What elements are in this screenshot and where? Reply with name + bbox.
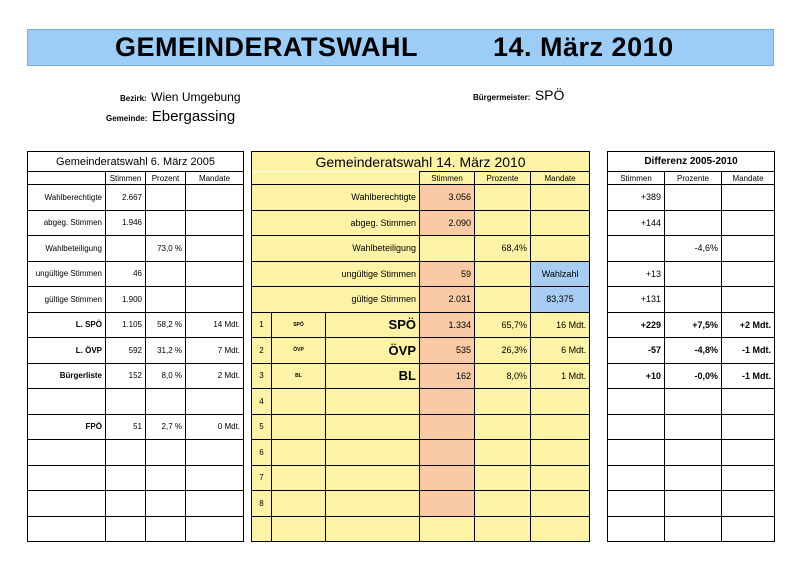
cell-stimmen (608, 465, 665, 491)
table-row (608, 465, 775, 491)
cell-prozent: 73,0 % (146, 236, 186, 262)
cell-prozent: 8,0% (475, 363, 531, 389)
cell-prozent (146, 440, 186, 466)
row-label (28, 491, 106, 517)
row-label (28, 465, 106, 491)
row-label: L. SPÖ (28, 312, 106, 338)
party-name: BL (326, 363, 420, 389)
cell-prozent: -4,6% (665, 236, 722, 262)
table-2005-title: Gemeinderatswahl 6. März 2005 (28, 152, 244, 172)
table-row (608, 261, 775, 287)
table-row (608, 389, 775, 415)
row-number: 6 (252, 440, 272, 466)
cell-stimmen (420, 440, 475, 466)
cell-stimmen (420, 389, 475, 415)
table-row (252, 491, 590, 517)
cell-stimmen: 2.090 (420, 210, 475, 236)
cell-stimmen: 3.056 (420, 185, 475, 211)
cell-stimmen: 1.334 (420, 312, 475, 338)
cell-prozent (475, 491, 531, 517)
cell-mandate (722, 287, 775, 313)
cell-stimmen: 59 (420, 261, 475, 287)
col-mandate: Mandate (186, 172, 244, 185)
table-row (608, 312, 775, 338)
table-row (28, 185, 244, 211)
row-label: Wahlberechtigte (252, 185, 420, 211)
cell-stimmen: 1.900 (106, 287, 146, 313)
cell-stimmen: +229 (608, 312, 665, 338)
table-row (252, 363, 590, 389)
cell-stimmen: 1.946 (106, 210, 146, 236)
cell-mandate (186, 185, 244, 211)
cell-prozent (146, 261, 186, 287)
party-abbr (272, 491, 326, 517)
cell-mandate (186, 287, 244, 313)
cell-stimmen (106, 491, 146, 517)
table-row (28, 465, 244, 491)
title-banner (27, 29, 774, 66)
cell-prozent: 2,7 % (146, 414, 186, 440)
table-row (608, 414, 775, 440)
col-prozente: Prozente (475, 172, 531, 185)
cell-prozent (146, 465, 186, 491)
cell-mandate: 0 Mdt. (186, 414, 244, 440)
cell-prozent (475, 261, 531, 287)
party-name (326, 465, 420, 491)
cell-stimmen (608, 440, 665, 466)
row-label (28, 440, 106, 466)
table-row (28, 312, 244, 338)
cell-mandate (722, 261, 775, 287)
cell-prozent: -4,8% (665, 338, 722, 364)
cell-mandate (186, 491, 244, 517)
cell-prozent: 8,0 % (146, 363, 186, 389)
cell-prozent (475, 185, 531, 211)
cell-stimmen: +389 (608, 185, 665, 211)
cell-mandate (186, 440, 244, 466)
row-number: 3 (252, 363, 272, 389)
table-row (608, 338, 775, 364)
cell-stimmen (106, 516, 146, 542)
cell-mandate: 1 Mdt. (531, 363, 590, 389)
cell-mandate (531, 440, 590, 466)
table-2010-title: Gemeinderatswahl 14. März 2010 (252, 152, 590, 172)
party-name: SPÖ (326, 312, 420, 338)
party-abbr (272, 516, 326, 542)
cell-stimmen: -57 (608, 338, 665, 364)
cell-prozent (146, 287, 186, 313)
cell-prozent (475, 389, 531, 415)
cell-prozent: 65,7% (475, 312, 531, 338)
cell-mandate (722, 414, 775, 440)
cell-mandate: 2 Mdt. (186, 363, 244, 389)
cell-prozent (475, 516, 531, 542)
cell-prozent (665, 185, 722, 211)
table-row (252, 414, 590, 440)
col-mandate: Mandate (722, 172, 775, 185)
table-row (28, 261, 244, 287)
cell-prozent (146, 491, 186, 517)
cell-stimmen: 152 (106, 363, 146, 389)
cell-prozent: 31,2 % (146, 338, 186, 364)
table-row (252, 338, 590, 364)
cell-prozent (475, 414, 531, 440)
table-row (28, 516, 244, 542)
election-date: 14. März 2010 (493, 32, 674, 62)
party-abbr (272, 389, 326, 415)
row-label: abgeg. Stimmen (28, 210, 106, 236)
cell-prozent (146, 185, 186, 211)
bezirk-value: Wien Umgebung (151, 90, 241, 104)
table-row (28, 363, 244, 389)
table-row (252, 210, 590, 236)
cell-prozent (146, 389, 186, 415)
party-name (326, 389, 420, 415)
buergermeister-label: Bürgermeister: (473, 93, 531, 102)
cell-prozent (665, 465, 722, 491)
party-abbr (272, 440, 326, 466)
cell-prozent (665, 440, 722, 466)
cell-stimmen (420, 414, 475, 440)
table-row (252, 261, 590, 287)
table-2010 (251, 151, 590, 542)
party-abbr (272, 465, 326, 491)
cell-stimmen: +13 (608, 261, 665, 287)
party-abbr (272, 414, 326, 440)
row-label: Bürgerliste (28, 363, 106, 389)
table-row (608, 236, 775, 262)
cell-mandate (186, 210, 244, 236)
buergermeister-value: SPÖ (534, 87, 565, 103)
row-label: Wahlberechtigte (28, 185, 106, 211)
cell-prozent (475, 210, 531, 236)
row-number: 8 (252, 491, 272, 517)
table-row (28, 389, 244, 415)
table-difference (607, 151, 775, 542)
col-mandate: Mandate (531, 172, 590, 185)
table-row (252, 312, 590, 338)
cell-mandate (722, 185, 775, 211)
cell-mandate (531, 491, 590, 517)
table-row (252, 287, 590, 313)
cell-mandate (722, 236, 775, 262)
table-row (608, 363, 775, 389)
bezirk-label: Bezirk: (120, 94, 147, 103)
cell-prozent (665, 516, 722, 542)
row-label: Wahlbeteiligung (28, 236, 106, 262)
table-row (608, 491, 775, 517)
party-abbr: SPÖ (272, 312, 326, 338)
cell-mandate (531, 185, 590, 211)
row-label: ungültige Stimmen (252, 261, 420, 287)
cell-stimmen (608, 414, 665, 440)
row-number: 1 (252, 312, 272, 338)
cell-mandate (186, 389, 244, 415)
cell-stimmen: +144 (608, 210, 665, 236)
cell-prozent: +7,5% (665, 312, 722, 338)
table-row (28, 491, 244, 517)
cell-prozent: 58,2 % (146, 312, 186, 338)
cell-prozent (665, 414, 722, 440)
cell-prozent (475, 440, 531, 466)
cell-mandate: 6 Mdt. (531, 338, 590, 364)
cell-mandate: 83,375 (531, 287, 590, 313)
row-number: 7 (252, 465, 272, 491)
buergermeister-line (473, 87, 564, 105)
gemeinde-value: Ebergassing (151, 108, 236, 125)
table-row (252, 440, 590, 466)
table-row (28, 210, 244, 236)
cell-prozent: 26,3% (475, 338, 531, 364)
party-name (326, 414, 420, 440)
cell-stimmen: 2.667 (106, 185, 146, 211)
gemeinde-line (106, 108, 235, 126)
cell-stimmen (106, 465, 146, 491)
party-abbr: ÖVP (272, 338, 326, 364)
table-difference-title: Differenz 2005-2010 (608, 152, 775, 172)
table-row (28, 338, 244, 364)
row-label: FPÖ (28, 414, 106, 440)
cell-mandate (531, 465, 590, 491)
cell-stimmen: +10 (608, 363, 665, 389)
party-name (326, 516, 420, 542)
cell-mandate: +2 Mdt. (722, 312, 775, 338)
cell-mandate: -1 Mdt. (722, 363, 775, 389)
cell-stimmen (106, 440, 146, 466)
party-abbr: BL (272, 363, 326, 389)
cell-stimmen (420, 491, 475, 517)
cell-mandate (531, 389, 590, 415)
table-row (252, 236, 590, 262)
table-row (252, 389, 590, 415)
cell-mandate (186, 516, 244, 542)
row-label: gültige Stimmen (252, 287, 420, 313)
cell-mandate (186, 261, 244, 287)
cell-stimmen: +131 (608, 287, 665, 313)
cell-prozent (665, 261, 722, 287)
gemeinde-label: Gemeinde: (106, 114, 148, 123)
row-label: ungültige Stimmen (28, 261, 106, 287)
cell-mandate (531, 236, 590, 262)
cell-mandate: Wahlzahl (531, 261, 590, 287)
table-row (252, 185, 590, 211)
cell-mandate (186, 465, 244, 491)
cell-stimmen: 162 (420, 363, 475, 389)
table-row (28, 236, 244, 262)
cell-prozent (475, 287, 531, 313)
cell-mandate (722, 389, 775, 415)
cell-mandate (722, 440, 775, 466)
row-label: L. ÖVP (28, 338, 106, 364)
cell-stimmen: 2.031 (420, 287, 475, 313)
cell-stimmen: 1.105 (106, 312, 146, 338)
cell-mandate: 14 Mdt. (186, 312, 244, 338)
cell-stimmen (608, 491, 665, 517)
party-name: ÖVP (326, 338, 420, 364)
cell-stimmen (106, 236, 146, 262)
col-stimmen: Stimmen (420, 172, 475, 185)
table-row (608, 210, 775, 236)
cell-mandate (531, 516, 590, 542)
table-row (28, 440, 244, 466)
cell-mandate (186, 236, 244, 262)
cell-mandate (531, 414, 590, 440)
table-row (608, 287, 775, 313)
cell-stimmen (608, 516, 665, 542)
cell-stimmen: 46 (106, 261, 146, 287)
row-label: abgeg. Stimmen (252, 210, 420, 236)
cell-prozent (665, 287, 722, 313)
cell-prozent (665, 210, 722, 236)
row-number: 4 (252, 389, 272, 415)
row-number: 5 (252, 414, 272, 440)
cell-mandate (531, 210, 590, 236)
cell-stimmen (608, 236, 665, 262)
col-stimmen: Stimmen (608, 172, 665, 185)
col-prozente: Prozente (665, 172, 722, 185)
cell-prozent (475, 465, 531, 491)
cell-mandate (722, 210, 775, 236)
cell-stimmen (420, 465, 475, 491)
cell-mandate (722, 516, 775, 542)
cell-prozent (146, 516, 186, 542)
col-prozent: Prozent (146, 172, 186, 185)
table-row (252, 516, 590, 542)
cell-prozent (665, 491, 722, 517)
cell-stimmen: 535 (420, 338, 475, 364)
row-number: 2 (252, 338, 272, 364)
table-2005 (27, 151, 244, 542)
row-label: Wahlbeteiligung (252, 236, 420, 262)
cell-stimmen: 51 (106, 414, 146, 440)
party-name (326, 491, 420, 517)
cell-stimmen (420, 236, 475, 262)
table-row (608, 440, 775, 466)
cell-mandate (722, 491, 775, 517)
cell-stimmen (608, 389, 665, 415)
row-number (252, 516, 272, 542)
col-stimmen: Stimmen (106, 172, 146, 185)
page-title: GEMEINDERATSWAHL (115, 32, 418, 62)
cell-stimmen: 592 (106, 338, 146, 364)
bezirk-line (120, 88, 241, 106)
table-row (608, 185, 775, 211)
cell-prozent: 68,4% (475, 236, 531, 262)
table-row (252, 465, 590, 491)
cell-prozent: -0,0% (665, 363, 722, 389)
row-label (28, 389, 106, 415)
row-label: gültige Stimmen (28, 287, 106, 313)
cell-prozent (146, 210, 186, 236)
party-name (326, 440, 420, 466)
row-label (28, 516, 106, 542)
cell-mandate (722, 465, 775, 491)
cell-stimmen (106, 389, 146, 415)
table-row (608, 516, 775, 542)
table-row (28, 414, 244, 440)
cell-mandate: 16 Mdt. (531, 312, 590, 338)
cell-mandate: 7 Mdt. (186, 338, 244, 364)
cell-prozent (665, 389, 722, 415)
cell-stimmen (420, 516, 475, 542)
cell-mandate: -1 Mdt. (722, 338, 775, 364)
table-row (28, 287, 244, 313)
